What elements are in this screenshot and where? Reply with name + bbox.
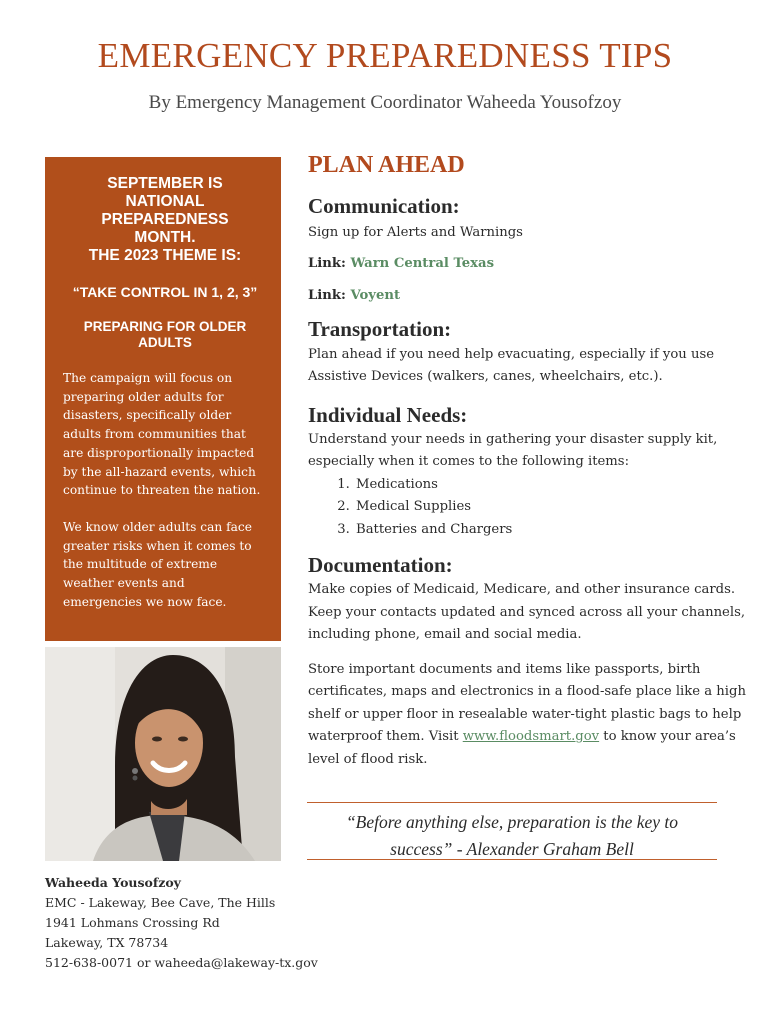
sidebar-heading-line: MONTH.: [134, 229, 196, 246]
page-title: EMERGENCY PREPAREDNESS TIPS: [97, 36, 673, 75]
sidebar-callout: [45, 157, 281, 641]
byline: By Emergency Management Coordinator Waheeda Yousofzoy: [148, 92, 622, 113]
link-label: Link:: [308, 287, 346, 303]
list-item: 3. Batteries and Chargers: [354, 519, 768, 542]
sidebar-heading: [63, 175, 267, 265]
sidebar-subheading: [63, 319, 267, 351]
sidebar-subheading-line: PREPARING FOR OLDER: [83, 319, 247, 334]
main-column: [308, 152, 768, 771]
communication-heading: Communication:: [308, 194, 460, 218]
link-label: Link:: [308, 255, 346, 271]
sidebar-heading-line: PREPAREDNESS: [101, 211, 229, 228]
contact-block: [45, 873, 345, 973]
quote-line: success” - Alexander Graham Bell: [390, 839, 634, 859]
documentation-text-2-start: Store important documents and items like passports, birth certificates, maps and electronics in a flood-safe place like a high shelf or upper floor in resealable water-tight plastic bags to help waterproof them. Visit: [308, 661, 746, 744]
voyent-link[interactable]: Voyent: [350, 287, 401, 303]
supply-list: [308, 474, 768, 542]
documentation-text-1: Make copies of Medicaid, Medicare, and other insurance cards. Keep your contacts updated and synced across all your channels, including phone, email and social media.: [308, 582, 746, 642]
portrait-photo: [45, 647, 281, 861]
contact-name: Waheeda Yousofzoy: [45, 875, 181, 890]
sidebar-heading-line: THE 2023 THEME IS:: [88, 247, 242, 264]
warn-central-texas-link[interactable]: Warn Central Texas: [350, 255, 494, 271]
contact-title: EMC - Lakeway, Bee Cave, The Hills: [45, 895, 276, 910]
plan-ahead-heading: PLAN AHEAD: [308, 152, 465, 178]
quote-line: “Before anything else, preparation is the key to: [345, 812, 679, 832]
documentation-text-2-end: to know your area’s level of flood risk.: [308, 729, 736, 767]
sidebar-subheading-line: ADULTS: [138, 335, 192, 350]
contact-street: 1941 Lohmans Crossing Rd: [45, 915, 220, 930]
sidebar-heading-line: SEPTEMBER IS: [107, 175, 223, 192]
contact-city: Lakeway, TX 78734: [45, 935, 169, 950]
sidebar-paragraph-campaign: The campaign will focus on preparing older adults for disasters, specifically older adults from communities that are disproportionally impacted by the all-hazard events, which continue to threaten the nation.: [63, 371, 261, 498]
link-row-warn: [308, 256, 768, 271]
documentation-text-2: [308, 659, 768, 772]
transportation-heading: Transportation:: [308, 316, 452, 341]
list-item: 2. Medical Supplies: [354, 496, 768, 519]
sidebar-theme: “TAKE CONTROL IN 1, 2, 3”: [72, 284, 258, 300]
communication-text: Sign up for Alerts and Warnings: [308, 225, 523, 240]
sidebar-paragraph-risks: We know older adults can face greater risks when it comes to the multitude of extreme weather events and emergencies we now face.: [63, 519, 252, 609]
documentation-heading: Documentation:: [308, 553, 453, 577]
contact-phone-email: 512-638-0071 or waheeda@lakeway-tx.gov: [45, 955, 318, 970]
floodsmart-link[interactable]: www.floodsmart.gov: [462, 729, 600, 744]
individual-needs-text: Understand your needs in gathering your disaster supply kit, especially when it comes to the following items:: [308, 431, 718, 469]
sidebar-heading-line: NATIONAL: [125, 193, 205, 210]
transportation-text: Plan ahead if you need help evacuating, especially if you use Assistive Devices (walkers, canes, wheelchairs, etc.).: [308, 346, 715, 384]
quote-block: [307, 802, 717, 860]
portrait-illustration: [45, 647, 281, 861]
individual-needs-heading: Individual Needs:: [308, 402, 468, 427]
list-item: 1. Medications: [354, 474, 768, 497]
link-row-voyent: [308, 288, 768, 303]
